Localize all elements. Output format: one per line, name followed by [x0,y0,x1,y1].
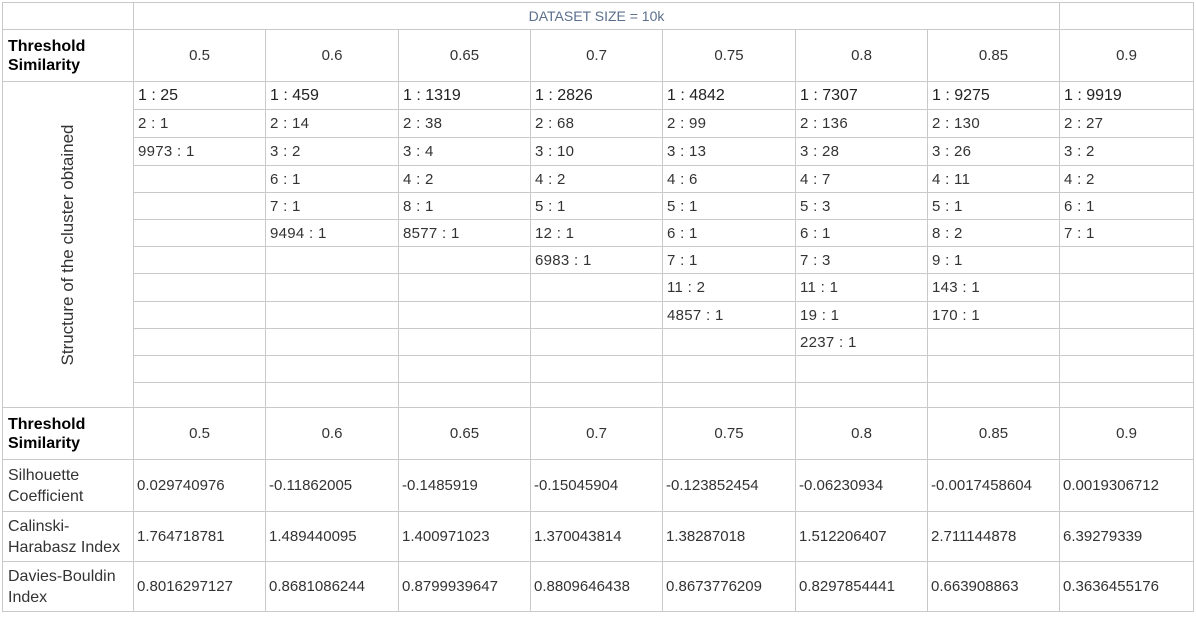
cluster-size-cell: 5 : 1 [531,193,663,220]
metric-label: Davies-Bouldin Index [3,562,134,612]
cluster-size-cell [399,356,531,383]
cluster-size-cell: 4 : 6 [663,166,796,193]
threshold-value: 0.6 [266,30,399,82]
cluster-size-cell: 2 : 1 [134,110,266,138]
cluster-size-cell [399,274,531,302]
cluster-size-cell: 3 : 10 [531,138,663,166]
metric-value: 0.8297854441 [796,562,928,612]
cluster-size-cell [134,220,266,247]
cluster-size-cell: 1 : 1319 [399,82,531,110]
cluster-size-cell: 9 : 1 [928,247,1060,274]
cluster-size-cell: 1 : 25 [134,82,266,110]
metric-value: -0.1485919 [399,460,531,512]
cluster-size-cell [531,383,663,408]
cluster-size-cell: 4 : 11 [928,166,1060,193]
cluster-size-cell [266,247,399,274]
cluster-size-cell [796,356,928,383]
cluster-size-cell [134,193,266,220]
threshold-value: 0.75 [663,30,796,82]
cluster-size-cell [266,302,399,329]
cluster-size-cell [266,274,399,302]
cluster-size-cell: 2237 : 1 [796,329,928,356]
cluster-size-cell [399,302,531,329]
cluster-structure-row [3,193,1194,220]
metric-value: 1.764718781 [134,512,266,562]
cluster-size-cell [399,247,531,274]
threshold-value: 0.65 [399,30,531,82]
cluster-size-cell: 3 : 28 [796,138,928,166]
threshold-value: 0.7 [531,30,663,82]
metric-row [3,562,1194,612]
cluster-size-cell: 1 : 459 [266,82,399,110]
cluster-size-cell [928,329,1060,356]
cluster-size-cell [399,383,531,408]
metric-value: 1.400971023 [399,512,531,562]
structure-label-cell [3,82,134,408]
metric-value: 0.8809646438 [531,562,663,612]
threshold-value: 0.5 [134,30,266,82]
threshold-value: 0.85 [928,30,1060,82]
metric-value: 1.512206407 [796,512,928,562]
cluster-size-cell [531,329,663,356]
cluster-structure-row [3,383,1194,408]
cluster-size-cell [796,383,928,408]
cluster-structure-row [3,247,1194,274]
cluster-size-cell: 2 : 136 [796,110,928,138]
threshold-header-row [3,30,1194,82]
cluster-size-cell: 6 : 1 [266,166,399,193]
threshold-value: 0.85 [928,408,1060,460]
cluster-size-cell [134,329,266,356]
structure-label: Structure of the cluster obtained [58,124,77,365]
cluster-size-cell: 5 : 1 [663,193,796,220]
cluster-size-cell [399,329,531,356]
results-table [2,2,1194,612]
metric-value: 0.8673776209 [663,562,796,612]
corner-cell [3,3,134,30]
cluster-size-cell: 8 : 2 [928,220,1060,247]
threshold-value: 0.65 [399,408,531,460]
cluster-size-cell: 6 : 1 [663,220,796,247]
cluster-size-cell [928,383,1060,408]
metric-value: 0.8681086244 [266,562,399,612]
cluster-structure-row [3,302,1194,329]
cluster-size-cell [266,329,399,356]
metric-value: 0.8016297127 [134,562,266,612]
threshold-value: 0.8 [796,408,928,460]
cluster-size-cell: 1 : 4842 [663,82,796,110]
cluster-structure-row [3,220,1194,247]
cluster-size-cell: 7 : 1 [266,193,399,220]
cluster-size-cell: 5 : 3 [796,193,928,220]
cluster-size-cell [1060,383,1194,408]
metric-value: 0.8799939647 [399,562,531,612]
cluster-structure-row [3,274,1194,302]
cluster-size-cell [134,356,266,383]
metric-value: -0.123852454 [663,460,796,512]
metric-value: 0.663908863 [928,562,1060,612]
cluster-structure-row [3,110,1194,138]
cluster-structure-row [3,356,1194,383]
threshold-label: Threshold Similarity [3,408,134,460]
cluster-size-cell [928,356,1060,383]
cluster-size-cell: 2 : 130 [928,110,1060,138]
cluster-size-cell: 3 : 26 [928,138,1060,166]
cluster-size-cell: 11 : 2 [663,274,796,302]
cluster-size-cell: 5 : 1 [928,193,1060,220]
cluster-size-cell: 11 : 1 [796,274,928,302]
cluster-size-cell: 6983 : 1 [531,247,663,274]
metric-row [3,460,1194,512]
cluster-size-cell: 2 : 68 [531,110,663,138]
cluster-size-cell: 7 : 1 [663,247,796,274]
cluster-structure-row [3,329,1194,356]
cluster-size-cell: 170 : 1 [928,302,1060,329]
cluster-size-cell [663,383,796,408]
cluster-size-cell: 7 : 3 [796,247,928,274]
cluster-size-cell: 4 : 2 [531,166,663,193]
threshold-value: 0.8 [796,30,928,82]
cluster-size-cell: 2 : 14 [266,110,399,138]
cluster-size-cell: 4 : 2 [399,166,531,193]
cluster-size-cell: 2 : 27 [1060,110,1194,138]
cluster-size-cell [266,356,399,383]
cluster-structure-row [3,82,1194,110]
cluster-size-cell [1060,329,1194,356]
metric-value: -0.11862005 [266,460,399,512]
metric-value: 0.0019306712 [1060,460,1194,512]
cluster-size-cell [134,302,266,329]
metric-value: 2.711144878 [928,512,1060,562]
cluster-size-cell: 9494 : 1 [266,220,399,247]
metric-value: -0.0017458604 [928,460,1060,512]
cluster-size-cell: 3 : 2 [266,138,399,166]
cluster-size-cell [266,383,399,408]
threshold-value: 0.9 [1060,408,1194,460]
cluster-size-cell: 4857 : 1 [663,302,796,329]
cluster-size-cell [1060,247,1194,274]
cluster-size-cell: 1 : 9919 [1060,82,1194,110]
threshold-value: 0.9 [1060,30,1194,82]
metric-value: -0.06230934 [796,460,928,512]
cluster-size-cell: 6 : 1 [1060,193,1194,220]
cluster-size-cell: 7 : 1 [1060,220,1194,247]
cluster-size-cell [134,247,266,274]
cluster-size-cell [531,356,663,383]
cluster-size-cell: 2 : 38 [399,110,531,138]
cluster-size-cell: 12 : 1 [531,220,663,247]
cluster-size-cell: 4 : 2 [1060,166,1194,193]
metric-label: Calinski-Harabasz Index [3,512,134,562]
threshold-value: 0.75 [663,408,796,460]
cluster-structure-row [3,138,1194,166]
threshold-header-row-2 [3,408,1194,460]
threshold-value: 0.6 [266,408,399,460]
cluster-size-cell: 1 : 9275 [928,82,1060,110]
cluster-size-cell [134,166,266,193]
cluster-size-cell [531,274,663,302]
cluster-size-cell: 3 : 4 [399,138,531,166]
title-trailing-cell [1060,3,1194,30]
cluster-size-cell: 4 : 7 [796,166,928,193]
cluster-size-cell [134,383,266,408]
cluster-size-cell: 8 : 1 [399,193,531,220]
cluster-size-cell: 143 : 1 [928,274,1060,302]
threshold-label: Threshold Similarity [3,30,134,82]
cluster-size-cell: 1 : 7307 [796,82,928,110]
cluster-size-cell: 1 : 2826 [531,82,663,110]
threshold-value: 0.7 [531,408,663,460]
metric-value: -0.15045904 [531,460,663,512]
metric-label: Silhouette Coefficient [3,460,134,512]
cluster-size-cell: 19 : 1 [796,302,928,329]
metric-value: 0.3636455176 [1060,562,1194,612]
threshold-value: 0.5 [134,408,266,460]
cluster-size-cell: 8577 : 1 [399,220,531,247]
cluster-size-cell [134,274,266,302]
cluster-structure-row [3,166,1194,193]
cluster-size-cell [663,356,796,383]
cluster-size-cell: 3 : 2 [1060,138,1194,166]
cluster-size-cell [1060,356,1194,383]
metric-value: 1.489440095 [266,512,399,562]
cluster-size-cell: 6 : 1 [796,220,928,247]
cluster-size-cell [531,302,663,329]
metric-value: 0.029740976 [134,460,266,512]
cluster-size-cell [1060,302,1194,329]
metric-value: 6.39279339 [1060,512,1194,562]
cluster-size-cell: 2 : 99 [663,110,796,138]
metric-value: 1.38287018 [663,512,796,562]
metric-row [3,512,1194,562]
metric-value: 1.370043814 [531,512,663,562]
dataset-title: DATASET SIZE = 10k [134,3,1060,30]
cluster-size-cell: 3 : 13 [663,138,796,166]
cluster-size-cell [663,329,796,356]
cluster-size-cell [1060,274,1194,302]
cluster-size-cell: 9973 : 1 [134,138,266,166]
title-row [3,3,1194,30]
